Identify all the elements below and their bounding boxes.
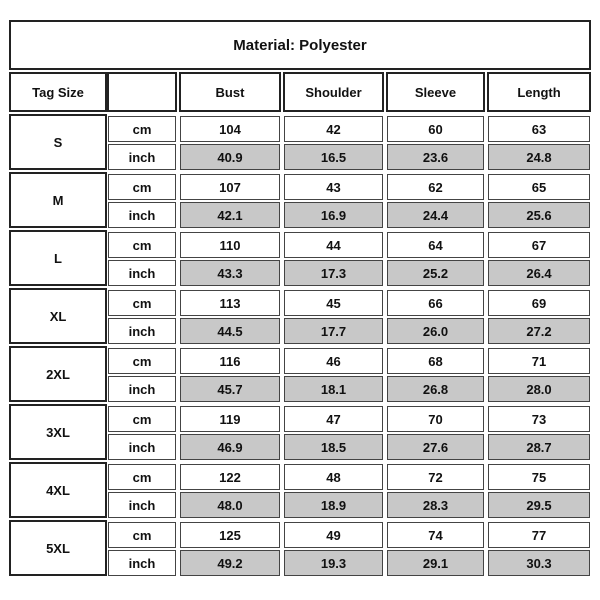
- length-inch-value: 28.7: [488, 434, 590, 460]
- length-inch-value: 26.4: [488, 260, 590, 286]
- unit-cm: cm: [108, 174, 176, 200]
- length-inch-value: 30.3: [488, 550, 590, 576]
- length-inch-value: 27.2: [488, 318, 590, 344]
- bust-inch-value: 43.3: [180, 260, 280, 286]
- sleeve-cm-value: 64: [387, 232, 484, 258]
- sleeve-cm-value: 74: [387, 522, 484, 548]
- unit-cm: cm: [108, 116, 176, 142]
- shoulder-cm-value: 47: [284, 406, 383, 432]
- shoulder-inch-value: 18.1: [284, 376, 383, 402]
- unit-inch: inch: [108, 318, 176, 344]
- length-inch-value: 25.6: [488, 202, 590, 228]
- sleeve-inch-value: 29.1: [387, 550, 484, 576]
- bust-cm-value: 113: [180, 290, 280, 316]
- size-label-2xl: 2XL: [9, 346, 107, 402]
- shoulder-inch-value: 17.7: [284, 318, 383, 344]
- shoulder-inch-value: 19.3: [284, 550, 383, 576]
- unit-cm: cm: [108, 290, 176, 316]
- shoulder-inch-value: 16.9: [284, 202, 383, 228]
- bust-cm-value: 125: [180, 522, 280, 548]
- bust-inch-value: 49.2: [180, 550, 280, 576]
- size-label-xl: XL: [9, 288, 107, 344]
- shoulder-cm-value: 49: [284, 522, 383, 548]
- sleeve-cm-value: 62: [387, 174, 484, 200]
- unit-cm: cm: [108, 232, 176, 258]
- length-cm-value: 63: [488, 116, 590, 142]
- shoulder-inch-value: 17.3: [284, 260, 383, 286]
- shoulder-cm-value: 45: [284, 290, 383, 316]
- shoulder-cm-value: 43: [284, 174, 383, 200]
- bust-inch-value: 45.7: [180, 376, 280, 402]
- size-label-3xl: 3XL: [9, 404, 107, 460]
- shoulder-cm-value: 48: [284, 464, 383, 490]
- header-bust: Bust: [179, 72, 281, 112]
- unit-inch: inch: [108, 144, 176, 170]
- sleeve-inch-value: 26.8: [387, 376, 484, 402]
- size-chart-table: [9, 20, 591, 580]
- unit-inch: inch: [108, 434, 176, 460]
- sleeve-inch-value: 27.6: [387, 434, 484, 460]
- size-label-m: M: [9, 172, 107, 228]
- header-length: Length: [487, 72, 591, 112]
- sleeve-cm-value: 72: [387, 464, 484, 490]
- header-unit: [107, 72, 177, 112]
- unit-inch: inch: [108, 492, 176, 518]
- length-cm-value: 71: [488, 348, 590, 374]
- length-cm-value: 65: [488, 174, 590, 200]
- bust-inch-value: 44.5: [180, 318, 280, 344]
- shoulder-inch-value: 18.9: [284, 492, 383, 518]
- length-inch-value: 29.5: [488, 492, 590, 518]
- length-cm-value: 67: [488, 232, 590, 258]
- sleeve-cm-value: 70: [387, 406, 484, 432]
- length-inch-value: 28.0: [488, 376, 590, 402]
- header-shoulder: Shoulder: [283, 72, 384, 112]
- shoulder-cm-value: 42: [284, 116, 383, 142]
- unit-inch: inch: [108, 550, 176, 576]
- shoulder-cm-value: 44: [284, 232, 383, 258]
- unit-cm: cm: [108, 406, 176, 432]
- bust-cm-value: 116: [180, 348, 280, 374]
- sleeve-cm-value: 68: [387, 348, 484, 374]
- bust-inch-value: 40.9: [180, 144, 280, 170]
- length-cm-value: 69: [488, 290, 590, 316]
- sleeve-inch-value: 24.4: [387, 202, 484, 228]
- sleeve-inch-value: 25.2: [387, 260, 484, 286]
- shoulder-inch-value: 16.5: [284, 144, 383, 170]
- length-cm-value: 77: [488, 522, 590, 548]
- sleeve-inch-value: 28.3: [387, 492, 484, 518]
- bust-cm-value: 104: [180, 116, 280, 142]
- bust-cm-value: 122: [180, 464, 280, 490]
- sleeve-inch-value: 26.0: [387, 318, 484, 344]
- header-tag-size: Tag Size: [9, 72, 107, 112]
- bust-inch-value: 46.9: [180, 434, 280, 460]
- sleeve-cm-value: 60: [387, 116, 484, 142]
- shoulder-cm-value: 46: [284, 348, 383, 374]
- size-label-4xl: 4XL: [9, 462, 107, 518]
- length-inch-value: 24.8: [488, 144, 590, 170]
- bust-cm-value: 110: [180, 232, 280, 258]
- shoulder-inch-value: 18.5: [284, 434, 383, 460]
- sleeve-inch-value: 23.6: [387, 144, 484, 170]
- unit-cm: cm: [108, 464, 176, 490]
- length-cm-value: 75: [488, 464, 590, 490]
- table-title: Material: Polyester: [9, 20, 591, 70]
- bust-inch-value: 48.0: [180, 492, 280, 518]
- length-cm-value: 73: [488, 406, 590, 432]
- unit-cm: cm: [108, 348, 176, 374]
- unit-inch: inch: [108, 260, 176, 286]
- size-label-l: L: [9, 230, 107, 286]
- bust-cm-value: 119: [180, 406, 280, 432]
- bust-cm-value: 107: [180, 174, 280, 200]
- unit-cm: cm: [108, 522, 176, 548]
- size-label-5xl: 5XL: [9, 520, 107, 576]
- header-sleeve: Sleeve: [386, 72, 485, 112]
- size-label-s: S: [9, 114, 107, 170]
- sleeve-cm-value: 66: [387, 290, 484, 316]
- bust-inch-value: 42.1: [180, 202, 280, 228]
- unit-inch: inch: [108, 202, 176, 228]
- unit-inch: inch: [108, 376, 176, 402]
